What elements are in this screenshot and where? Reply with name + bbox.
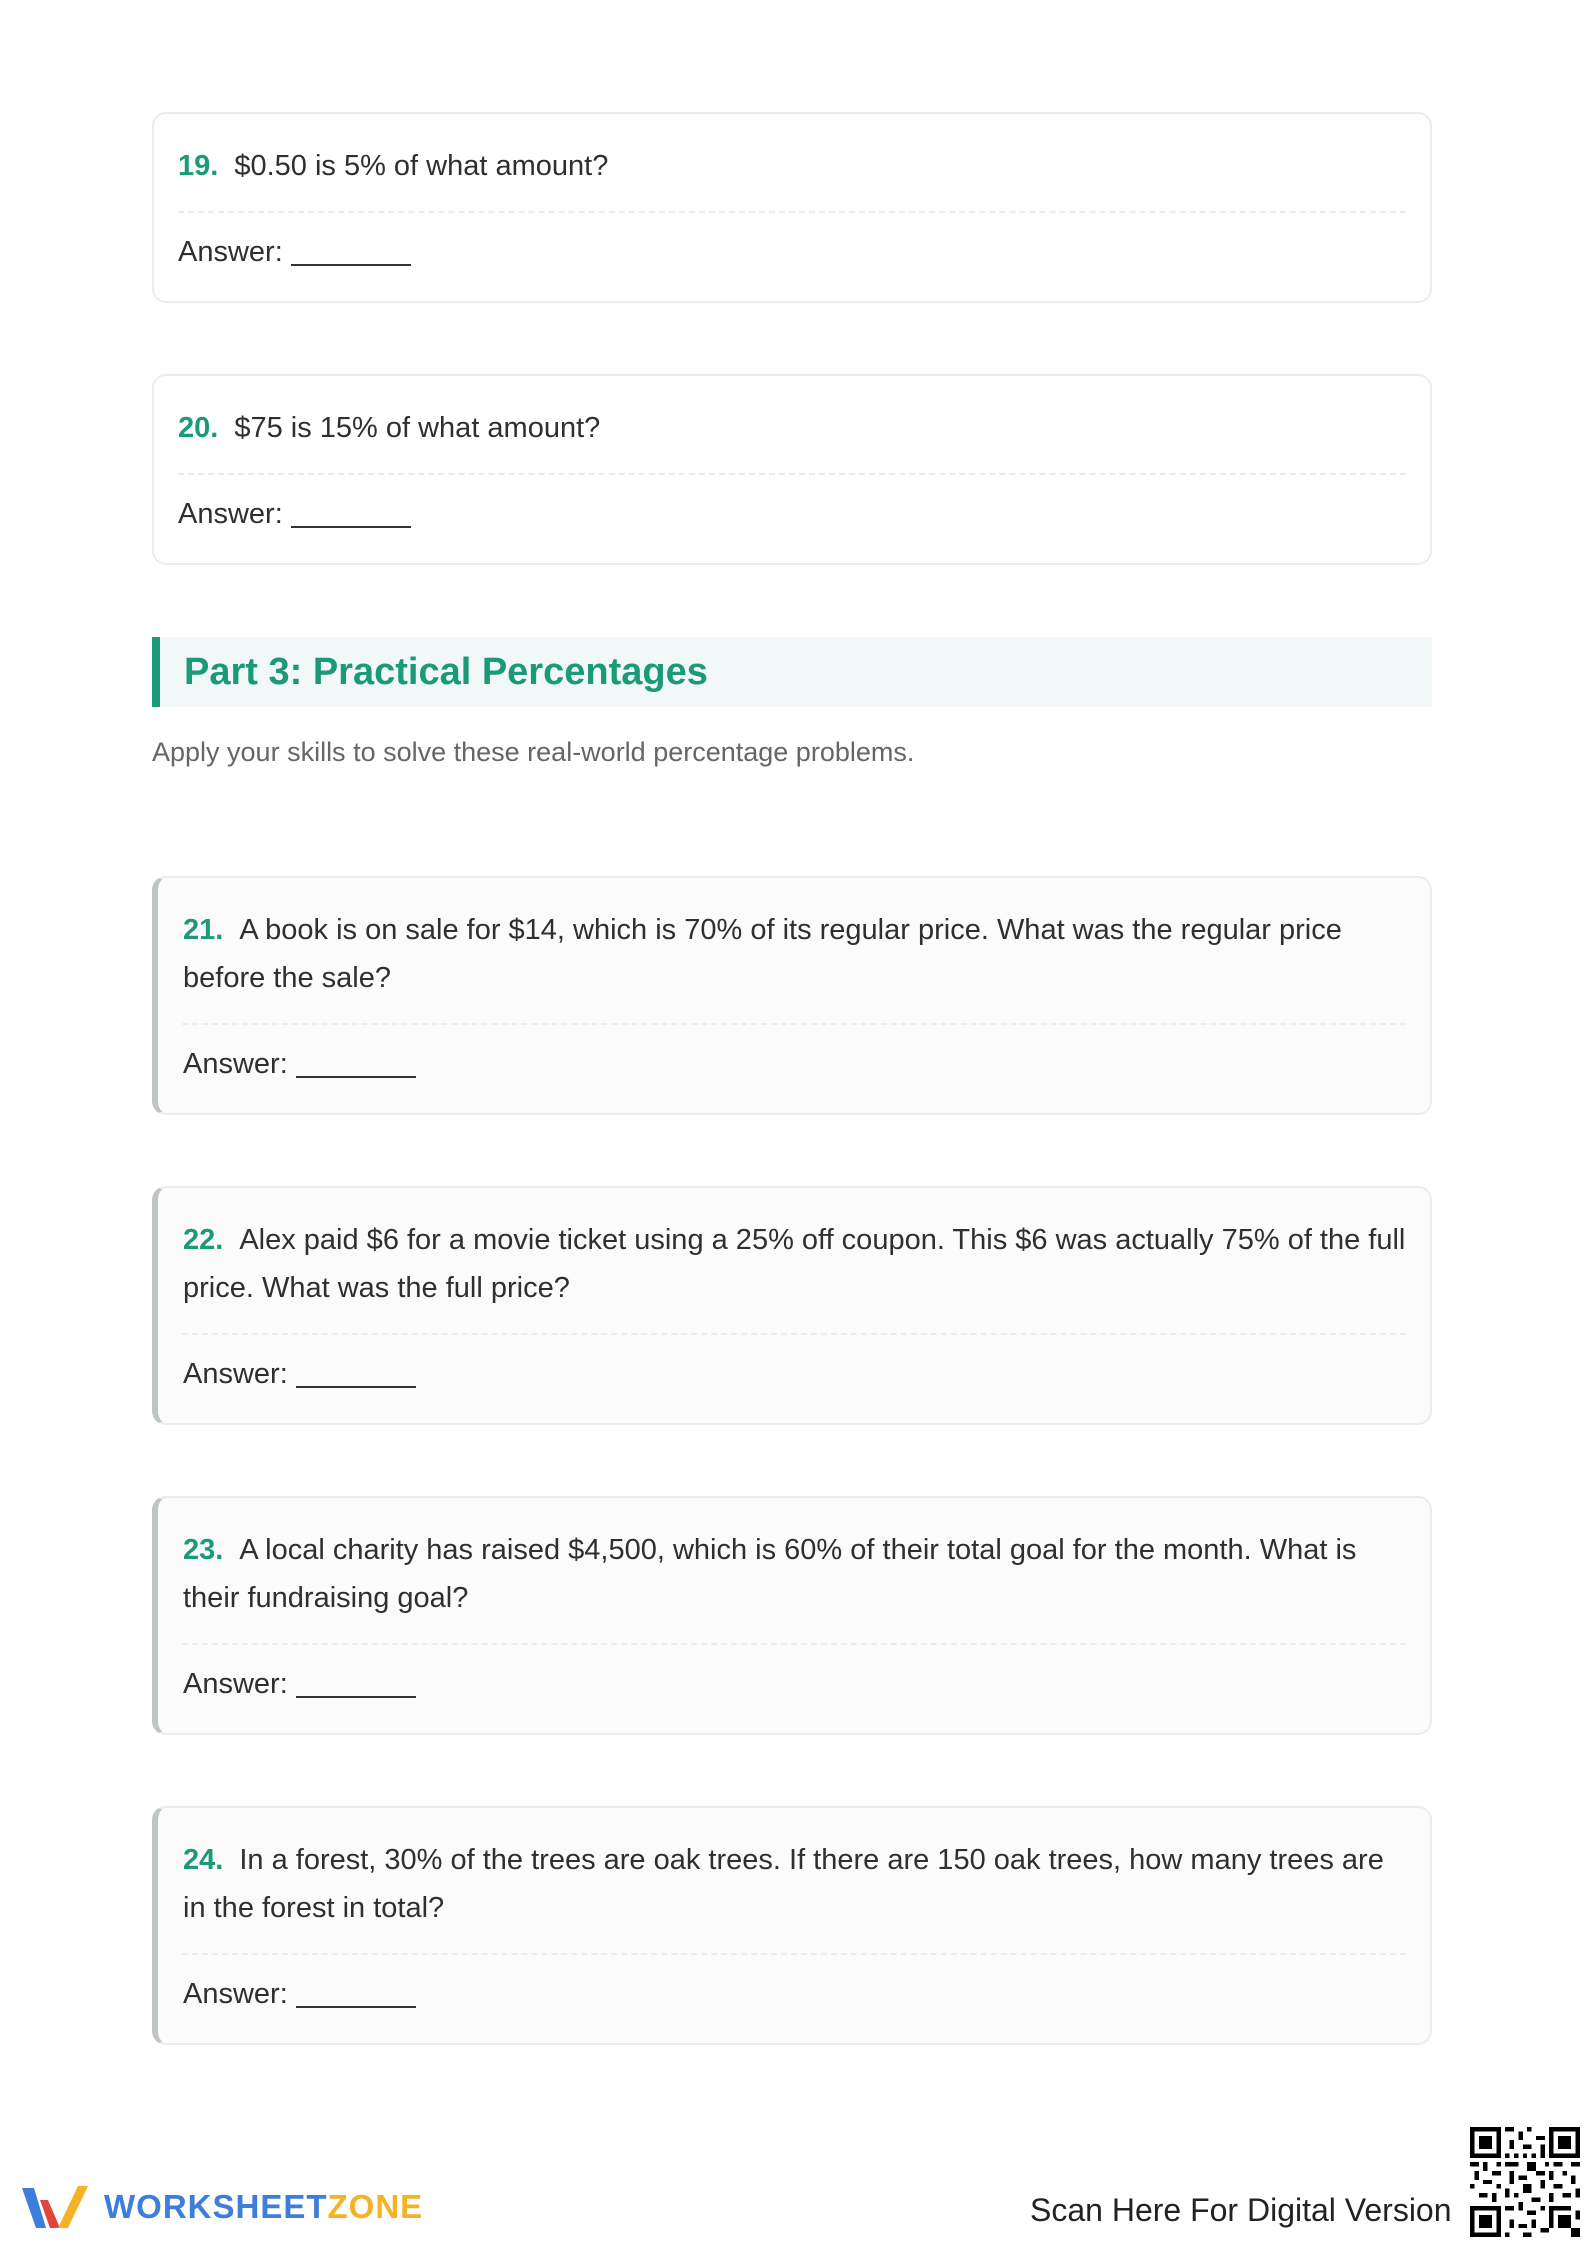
question-number: 22. <box>183 1224 224 1256</box>
logo-w-icon <box>18 2180 92 2234</box>
section-title: Part 3: Practical Percentages <box>184 651 708 693</box>
answer-row <box>183 1044 416 1084</box>
question-card-20 <box>152 374 1432 565</box>
answer-blank[interactable] <box>296 1046 416 1078</box>
question-number: 21. <box>183 914 224 946</box>
logo-text <box>104 2188 423 2226</box>
question-line <box>183 1836 1406 1932</box>
card-divider <box>178 473 1406 475</box>
question-line <box>183 906 1406 1002</box>
answer-row <box>178 232 411 272</box>
question-text: $0.50 is 5% of what amount? <box>234 150 609 182</box>
answer-row <box>183 1974 416 2014</box>
card-divider <box>182 1643 1406 1645</box>
worksheetzone-logo[interactable] <box>18 2180 423 2234</box>
question-text: A book is on sale for $14, which is 70% of its regular price. What was the regular price before the sale? <box>183 914 1342 994</box>
answer-row <box>183 1354 416 1394</box>
section-description: Apply your skills to solve these real-world percentage problems. <box>152 737 915 767</box>
question-line <box>178 142 1406 190</box>
answer-label: Answer: <box>183 1978 288 2010</box>
question-text: $75 is 15% of what amount? <box>234 412 601 444</box>
question-line <box>183 1526 1406 1622</box>
answer-label: Answer: <box>183 1358 288 1390</box>
answer-row <box>178 494 411 534</box>
answer-blank[interactable] <box>291 234 411 266</box>
answer-blank[interactable] <box>296 1666 416 1698</box>
answer-row <box>183 1664 416 1704</box>
question-text: In a forest, 30% of the trees are oak trees. If there are 150 oak trees, how many trees are in the forest in total? <box>183 1844 1384 1924</box>
answer-blank[interactable] <box>296 1356 416 1388</box>
question-text: A local charity has raised $4,500, which is 60% of their total goal for the month. What is their fundraising goal? <box>183 1534 1357 1614</box>
answer-blank[interactable] <box>296 1976 416 2008</box>
answer-label: Answer: <box>183 1668 288 1700</box>
answer-blank[interactable] <box>291 496 411 528</box>
card-divider <box>182 1333 1406 1335</box>
logo-text-main: WORKSHEET <box>104 2188 328 2225</box>
section-header <box>152 637 1432 707</box>
question-line <box>178 404 1406 452</box>
answer-label: Answer: <box>178 498 283 530</box>
question-line <box>183 1216 1406 1312</box>
card-divider <box>182 1953 1406 1955</box>
question-card-21 <box>152 876 1432 1115</box>
logo-text-accent: ZONE <box>327 2188 424 2225</box>
question-card-23 <box>152 1496 1432 1735</box>
answer-label: Answer: <box>183 1048 288 1080</box>
scan-caption: Scan Here For Digital Version <box>1030 2192 1452 2228</box>
question-number: 24. <box>183 1844 224 1876</box>
question-card-22 <box>152 1186 1432 1425</box>
card-divider <box>178 211 1406 213</box>
answer-label: Answer: <box>178 236 283 268</box>
card-divider <box>182 1023 1406 1025</box>
question-number: 20. <box>178 412 219 444</box>
question-card-19 <box>152 112 1432 303</box>
question-number: 19. <box>178 150 219 182</box>
question-text: Alex paid $6 for a movie ticket using a 25% off coupon. This $6 was actually 75% of the full price. What was the full price? <box>183 1224 1406 1304</box>
question-number: 23. <box>183 1534 224 1566</box>
qr-code-icon[interactable] <box>1470 2127 1580 2237</box>
question-card-24 <box>152 1806 1432 2045</box>
